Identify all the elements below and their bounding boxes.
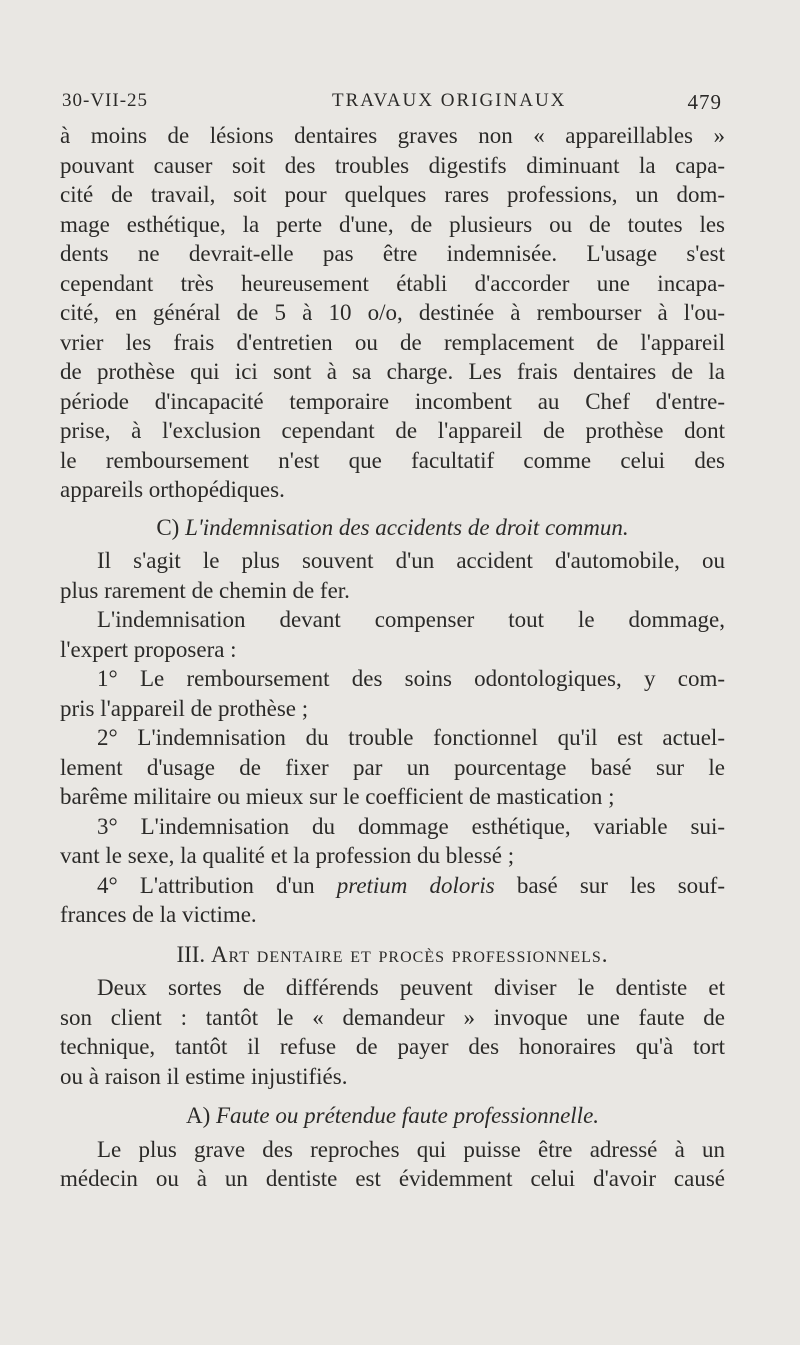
text-line: barême militaire ou mieux sur le coefficient de mastication ; (60, 784, 615, 809)
text-line: pris l'appareil de prothèse ; (60, 695, 309, 721)
text-line: pouvant causer soit des troubles digestifs diminuant la capa- (60, 152, 725, 178)
text-line: plus rarement de chemin de fer. (60, 577, 350, 603)
text-line: le remboursement n'est que facultatif comme celui des (60, 447, 725, 473)
paragraph-reproach (60, 1135, 725, 1194)
text-line: son client : tantôt le « demandeur » invoque une faute de (60, 1004, 725, 1030)
text-run: 4° L'attribution d'un (97, 872, 337, 898)
text-line: L'indemnisation devant compenser tout le dommage, (97, 607, 725, 632)
text-line: Le plus grave des reproches qui puisse être adressé à un (97, 1136, 725, 1162)
section-heading-c (60, 513, 725, 543)
paragraph-common-law (60, 546, 725, 605)
text-line: cité, en général de 5 à 10 o/o, destinée à rembourser à l'ou- (60, 300, 725, 325)
text-line: ou à raison il estime injustifiés. (60, 1063, 348, 1089)
text-line: cité de travail, soit pour quelques rares professions, un dom- (60, 182, 725, 207)
text-line (60, 871, 725, 901)
text-line: appareils orthopédiques. (60, 477, 285, 502)
text-line: vant le sexe, la qualité et la profession du blessé ; (60, 843, 515, 868)
text-line: 1° Le remboursement des soins odontologiques, y com- (97, 666, 725, 691)
paragraph-workplace-injury (60, 121, 725, 505)
text-line: technique, tantôt il refuse de payer des honoraires qu'à tort (60, 1034, 725, 1059)
text-line: Il s'agit le plus souvent d'un accident d'automobile, ou (97, 548, 725, 573)
section-letter: C) (156, 514, 180, 540)
list-item-3 (60, 812, 725, 871)
text-line: cependant très heureusement établi d'accorder une incapa- (60, 270, 725, 296)
text-line: 2° L'indemnisation du trouble fonctionnel qu'il est actuel- (97, 725, 725, 750)
text-line: vrier les frais d'entretien ou de remplacement de l'appareil (60, 329, 725, 355)
section-number: III. (176, 941, 206, 967)
text-line: mage esthétique, la perte d'une, de plusieurs ou de toutes les (60, 211, 725, 237)
running-header (62, 90, 722, 118)
section-heading-a (60, 1101, 725, 1131)
page-number: 479 (687, 90, 722, 114)
paragraph-disputes (60, 973, 725, 1091)
header-date: 30-VII-25 (62, 90, 149, 111)
text-line: dents ne devrait-elle pas être indemnisée. L'usage s'est (60, 241, 725, 266)
text-run: basé sur les souf- (494, 872, 725, 898)
list-item-4 (60, 871, 725, 930)
text-line: médecin ou à un dentiste est évidemment celui d'avoir causé (60, 1166, 725, 1191)
text-line: à moins de lésions dentaires graves non « appareillables » (60, 123, 725, 148)
header-section-title: TRAVAUX ORIGINAUX (332, 90, 567, 111)
text-line: l'expert proposera : (60, 636, 237, 662)
text-line: frances de la victime. (60, 902, 257, 927)
italic-term: pretium doloris (336, 872, 495, 898)
text-line: prise, à l'exclusion cependant de l'appareil de prothèse dont (60, 418, 725, 443)
list-item-1 (60, 664, 725, 723)
body-text (60, 121, 725, 1194)
paragraph-expert (60, 605, 725, 664)
text-line: 3° L'indemnisation du dommage esthétique, variable sui- (97, 813, 725, 839)
section-title: L'indemnisation des accidents de droit commun. (185, 514, 629, 540)
text-line: lement d'usage de fixer par un pourcentage basé sur le (60, 754, 725, 780)
text-line: Deux sortes de différends peuvent diviser le dentiste et (97, 975, 725, 1000)
text-line: de prothèse qui ici sont à sa charge. Les frais dentaires de la (60, 359, 725, 384)
section-title: Art dentaire et procès professionnels. (210, 941, 609, 967)
section-title: Faute ou prétendue faute professionnelle. (215, 1103, 600, 1128)
section-heading-iii (60, 940, 725, 970)
text-line: période d'incapacité temporaire incombent au Chef d'entre- (60, 388, 725, 414)
section-letter: A) (185, 1103, 211, 1128)
list-item-2 (60, 723, 725, 812)
